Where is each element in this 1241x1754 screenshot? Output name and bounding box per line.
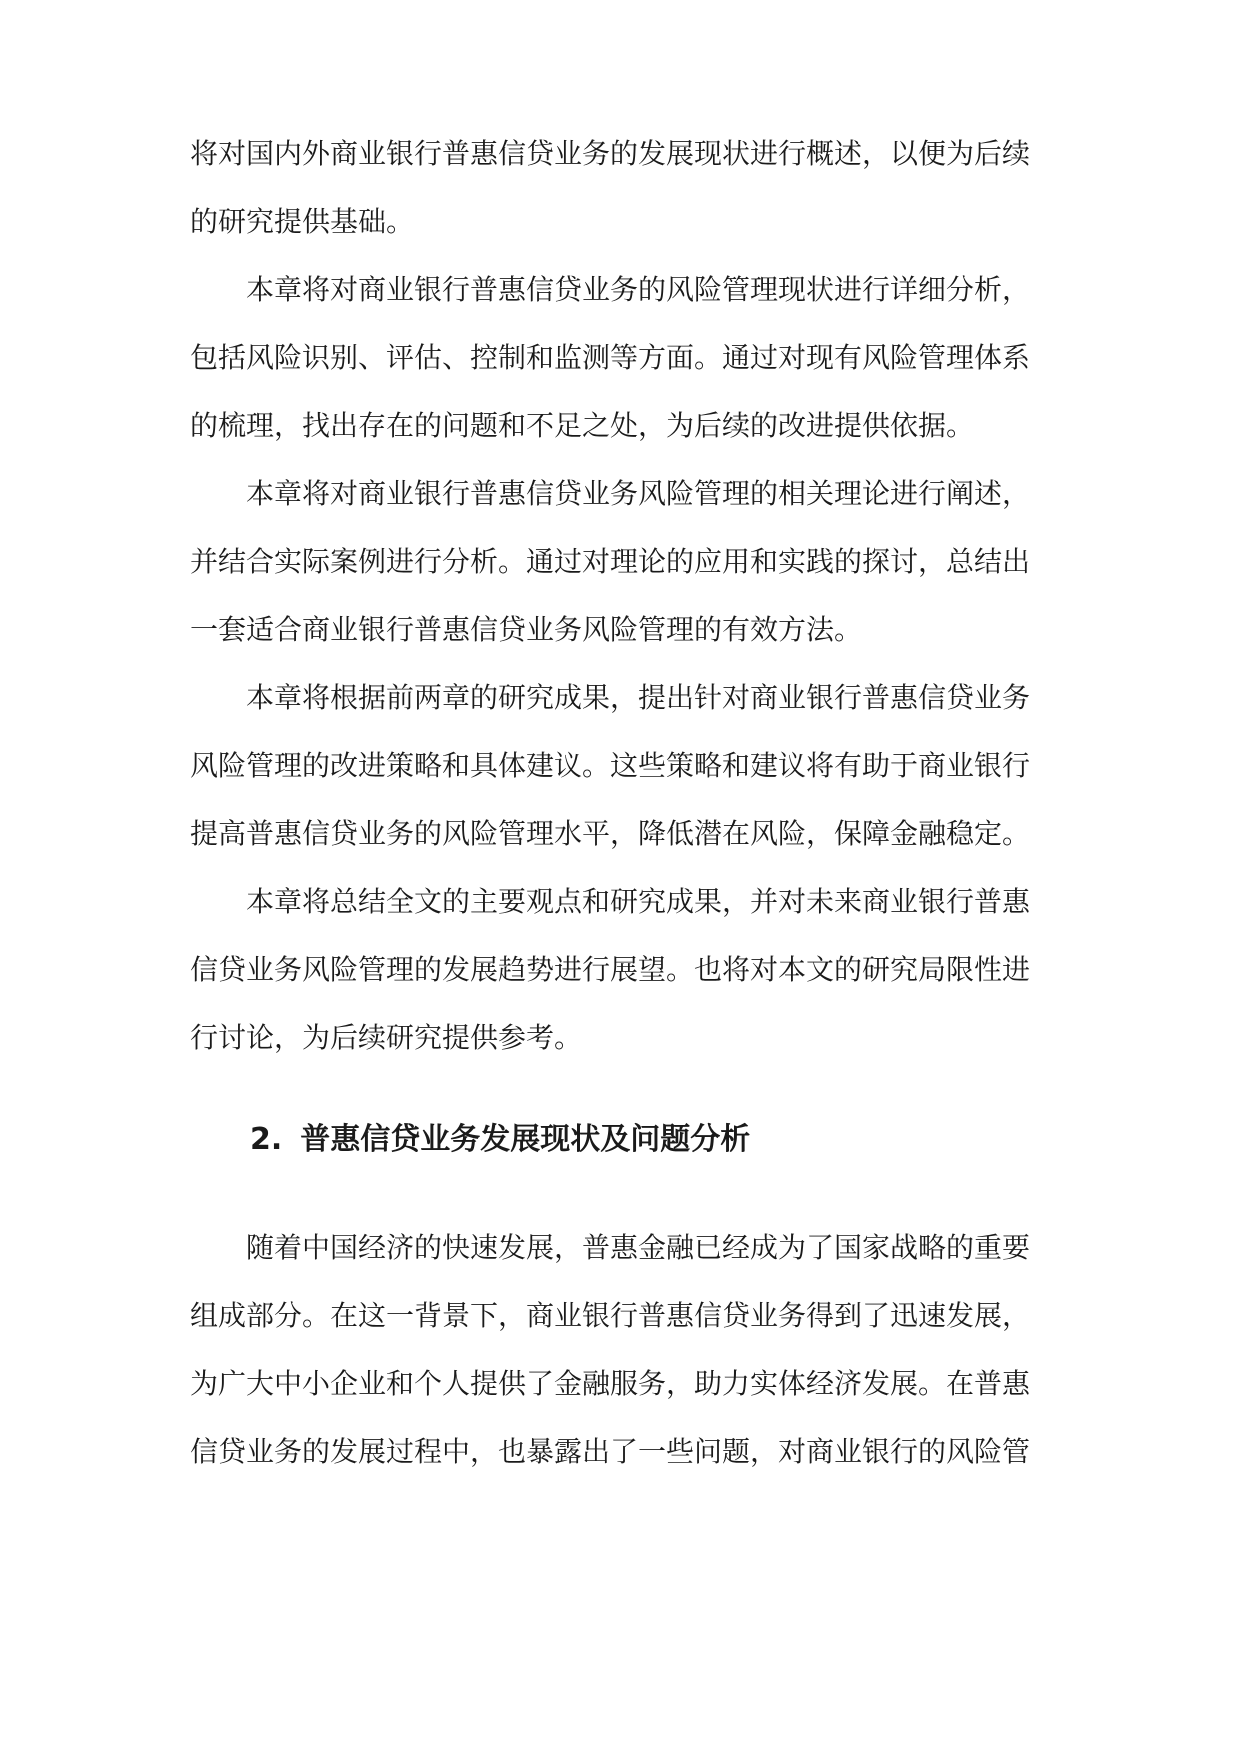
paragraph-3-line-3: 一套适合商业银行普惠信贷业务风险管理的有效方法。 — [190, 613, 863, 646]
section-paragraph-line-3: 为广大中小企业和个人提供了金融服务，助力实体经济发展。在普惠 — [190, 1367, 1031, 1400]
paragraph-5-line-3: 行讨论，为后续研究提供参考。 — [190, 1021, 583, 1054]
paragraph-2-line-2: 包括风险识别、评估、控制和监测等方面。通过对现有风险管理体系 — [190, 341, 1031, 374]
section-title: 普惠信贷业务发展现状及问题分析 — [300, 1122, 751, 1157]
paragraph-1-line-2: 的研究提供基础。 — [190, 205, 415, 238]
paragraph-4-line-3: 提高普惠信贷业务的风险管理水平，降低潜在风险，保障金融稳定。 — [190, 817, 1031, 850]
paragraph-4-line-1: 本章将根据前两章的研究成果，提出针对商业银行普惠信贷业务 — [246, 681, 1031, 714]
section-paragraph-line-2: 组成部分。在这一背景下，商业银行普惠信贷业务得到了迅速发展， — [190, 1299, 1031, 1332]
paragraph-2-line-1: 本章将对商业银行普惠信贷业务的风险管理现状进行详细分析， — [246, 273, 1031, 306]
paragraph-5-line-2: 信贷业务风险管理的发展趋势进行展望。也将对本文的研究局限性进 — [190, 953, 1031, 986]
paragraph-3-line-2: 并结合实际案例进行分析。通过对理论的应用和实践的探讨，总结出 — [190, 545, 1031, 578]
section-number: 2. — [250, 1122, 283, 1157]
section-paragraph-line-4: 信贷业务的发展过程中，也暴露出了一些问题，对商业银行的风险管 — [190, 1435, 1031, 1468]
section-heading — [250, 1118, 1050, 1162]
paragraph-5-line-1: 本章将总结全文的主要观点和研究成果，并对未来商业银行普惠 — [246, 885, 1031, 918]
paragraph-4-line-2: 风险管理的改进策略和具体建议。这些策略和建议将有助于商业银行 — [190, 749, 1031, 782]
section-paragraph-line-1: 随着中国经济的快速发展，普惠金融已经成为了国家战略的重要 — [246, 1231, 1031, 1264]
paragraph-2-line-3: 的梳理，找出存在的问题和不足之处，为后续的改进提供依据。 — [190, 409, 975, 442]
paragraph-3-line-1: 本章将对商业银行普惠信贷业务风险管理的相关理论进行阐述， — [246, 477, 1031, 510]
paragraph-1-line-1: 将对国内外商业银行普惠信贷业务的发展现状进行概述，以便为后续 — [190, 137, 1031, 170]
